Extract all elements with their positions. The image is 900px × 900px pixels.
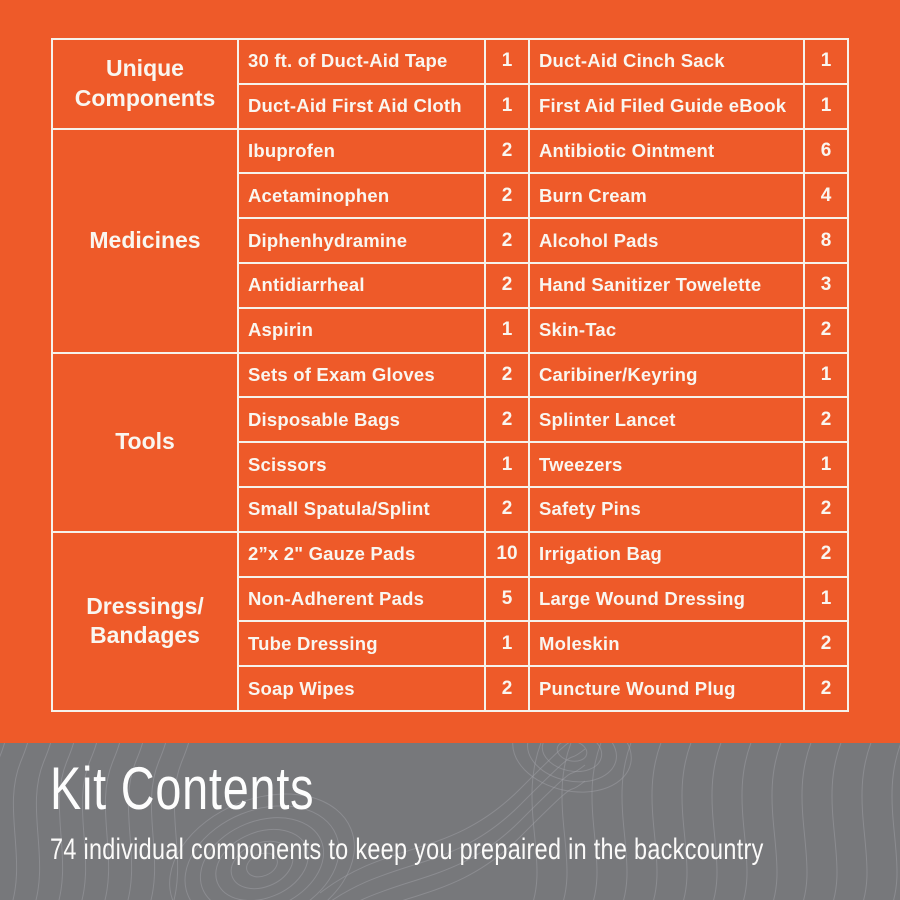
quantity-cell: 1 — [486, 40, 528, 83]
quantity-cell: 2 — [486, 130, 528, 173]
quantity-cell: 3 — [805, 264, 847, 307]
quantity-cell: 2 — [486, 667, 528, 710]
item-name-cell: Diphenhydramine — [239, 219, 484, 262]
quantity-cell: 2 — [486, 219, 528, 262]
item-name-cell: Skin-Tac — [530, 309, 803, 352]
quantity-cell: 8 — [805, 219, 847, 262]
item-name-cell: Scissors — [239, 443, 484, 486]
page-subtitle: 74 individual components to keep you prepaired in the backcountry — [50, 833, 764, 866]
item-name-cell: Ibuprofen — [239, 130, 484, 173]
quantity-cell: 2 — [805, 622, 847, 665]
quantity-cell: 2 — [486, 488, 528, 531]
item-name-cell: Large Wound Dressing — [530, 578, 803, 621]
quantity-cell: 1 — [805, 578, 847, 621]
item-name-cell: Soap Wipes — [239, 667, 484, 710]
item-name-cell: 2”x 2" Gauze Pads — [239, 533, 484, 576]
item-name-cell: Alcohol Pads — [530, 219, 803, 262]
item-name-cell: Moleskin — [530, 622, 803, 665]
quantity-cell: 1 — [486, 309, 528, 352]
item-name-cell: Tube Dressing — [239, 622, 484, 665]
quantity-cell: 4 — [805, 174, 847, 217]
quantity-cell: 1 — [486, 85, 528, 128]
item-name-cell: Duct-Aid First Aid Cloth — [239, 85, 484, 128]
category-cell: Unique Components — [53, 40, 237, 128]
item-name-cell: Aspirin — [239, 309, 484, 352]
item-name-cell: Acetaminophen — [239, 174, 484, 217]
item-name-cell: Irrigation Bag — [530, 533, 803, 576]
item-name-cell: Hand Sanitizer Towelette — [530, 264, 803, 307]
item-name-cell: Safety Pins — [530, 488, 803, 531]
category-cell: Tools — [53, 354, 237, 531]
item-name-cell: First Aid Filed Guide eBook — [530, 85, 803, 128]
quantity-cell: 1 — [805, 85, 847, 128]
quantity-cell: 2 — [805, 667, 847, 710]
quantity-cell: 2 — [486, 398, 528, 441]
kit-contents-table — [51, 38, 849, 712]
item-name-cell: Tweezers — [530, 443, 803, 486]
item-name-cell: 30 ft. of Duct-Aid Tape — [239, 40, 484, 83]
quantity-cell: 2 — [486, 354, 528, 397]
item-name-cell: Duct-Aid Cinch Sack — [530, 40, 803, 83]
item-name-cell: Caribiner/Keyring — [530, 354, 803, 397]
item-name-cell: Antibiotic Ointment — [530, 130, 803, 173]
page-title: Kit Contents — [50, 755, 315, 822]
item-name-cell: Disposable Bags — [239, 398, 484, 441]
footer-banner — [0, 743, 900, 900]
item-name-cell: Burn Cream — [530, 174, 803, 217]
quantity-cell: 1 — [486, 622, 528, 665]
quantity-cell: 1 — [805, 354, 847, 397]
item-name-cell: Puncture Wound Plug — [530, 667, 803, 710]
item-name-cell: Antidiarrheal — [239, 264, 484, 307]
category-cell: Medicines — [53, 130, 237, 352]
quantity-cell: 5 — [486, 578, 528, 621]
category-cell: Dressings/ Bandages — [53, 533, 237, 710]
quantity-cell: 6 — [805, 130, 847, 173]
quantity-cell: 1 — [805, 40, 847, 83]
item-name-cell: Non-Adherent Pads — [239, 578, 484, 621]
item-name-cell: Sets of Exam Gloves — [239, 354, 484, 397]
quantity-cell: 1 — [486, 443, 528, 486]
quantity-cell: 2 — [486, 174, 528, 217]
item-name-cell: Splinter Lancet — [530, 398, 803, 441]
quantity-cell: 2 — [805, 488, 847, 531]
quantity-cell: 1 — [805, 443, 847, 486]
item-name-cell: Small Spatula/Splint — [239, 488, 484, 531]
quantity-cell: 2 — [805, 398, 847, 441]
quantity-cell: 10 — [486, 533, 528, 576]
quantity-cell: 2 — [486, 264, 528, 307]
quantity-cell: 2 — [805, 309, 847, 352]
quantity-cell: 2 — [805, 533, 847, 576]
